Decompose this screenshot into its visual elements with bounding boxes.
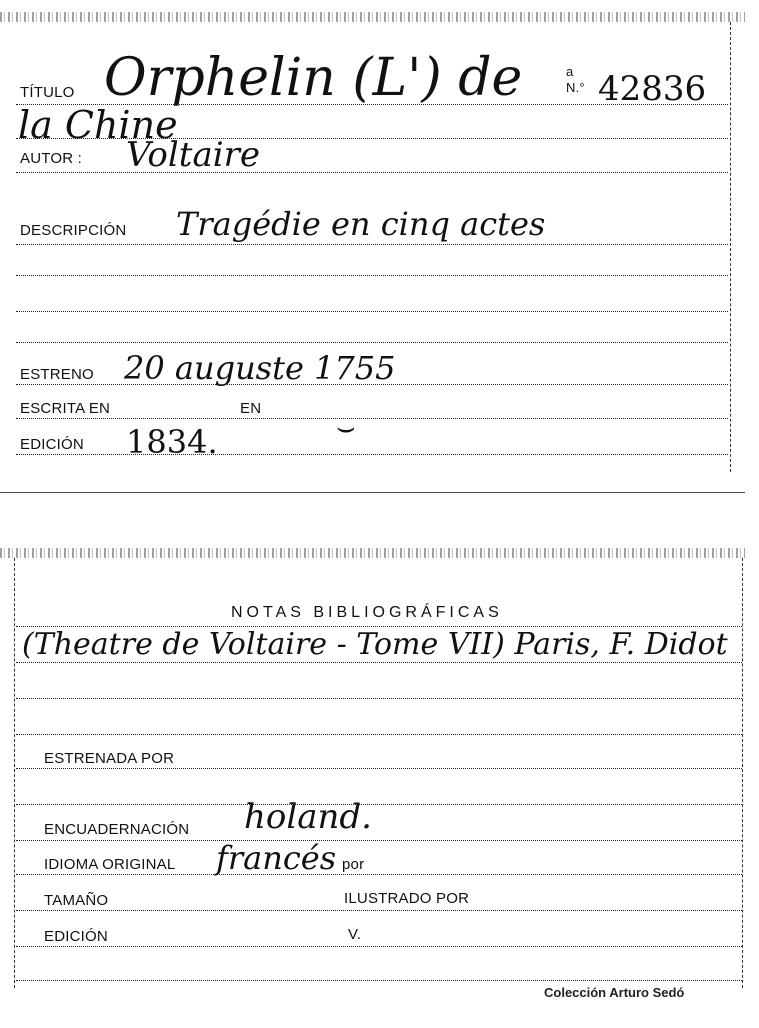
number-prefix: a N.° xyxy=(566,64,585,95)
rule-line xyxy=(16,384,728,385)
rule-line xyxy=(16,454,728,455)
rule-line xyxy=(16,980,742,981)
edicion-label: EDICIÓN xyxy=(20,436,84,453)
estrenada-por-label: ESTRENADA POR xyxy=(44,750,175,767)
descripcion-value: Tragédie en cinq actes xyxy=(176,205,546,243)
rule-line xyxy=(16,910,742,911)
encuadernacion-label: ENCUADERNACIÓN xyxy=(44,821,190,838)
rule-line xyxy=(16,946,742,947)
record-number: 42836 xyxy=(598,69,707,109)
rule-line xyxy=(16,804,742,805)
edicion-value: 1834. xyxy=(126,423,218,461)
v-label: V. xyxy=(348,926,362,943)
titulo-value-continued: la Chine xyxy=(18,103,178,147)
card-left-edge xyxy=(14,558,15,988)
card-right-edge xyxy=(742,558,743,988)
rule-line xyxy=(16,840,742,841)
rule-line xyxy=(16,662,742,663)
estreno-value: 20 auguste 1755 xyxy=(124,349,396,387)
notas-heading: NOTAS BIBLIOGRÁFICAS xyxy=(231,604,503,621)
idioma-original-value: francés xyxy=(216,839,337,877)
rule-line xyxy=(16,138,728,139)
rule-line xyxy=(16,698,742,699)
rule-line xyxy=(16,342,728,343)
card-torn-edge xyxy=(0,548,745,558)
escrita-en-label: ESCRITA EN xyxy=(20,400,111,417)
card-right-edge xyxy=(730,22,731,472)
titulo-value: Orphelin (L') de xyxy=(104,48,523,108)
rule-line xyxy=(16,734,742,735)
rule-line xyxy=(16,768,742,769)
descripcion-label: DESCRIPCIÓN xyxy=(20,222,127,239)
catalog-card-front xyxy=(0,12,745,474)
encuadernacion-value: holand. xyxy=(244,797,372,837)
rule-line xyxy=(16,311,728,312)
rule-line xyxy=(16,874,742,875)
titulo-label: TÍTULO xyxy=(20,84,75,101)
collection-credit: Colección Arturo Sedó xyxy=(544,985,685,1000)
rule-line xyxy=(16,418,728,419)
tamano-label: TAMAÑO xyxy=(44,892,109,909)
rule-line xyxy=(16,275,728,276)
idioma-original-label: IDIOMA ORIGINAL xyxy=(44,856,176,873)
edicion-back-label: EDICIÓN xyxy=(44,928,108,945)
card-torn-edge xyxy=(0,12,745,22)
ilustrado-por-label: ILUSTRADO POR xyxy=(344,890,470,907)
rule-line xyxy=(16,244,728,245)
en-label: EN xyxy=(240,400,262,417)
por-label: por xyxy=(342,856,365,873)
autor-value: Voltaire xyxy=(126,135,260,175)
estreno-label: ESTRENO xyxy=(20,366,94,383)
stamp-mark: ⌣ xyxy=(336,410,356,445)
notas-value: (Theatre de Voltaire - Tome VII) Paris, F. Didot xyxy=(22,627,728,662)
rule-line xyxy=(16,172,728,173)
card-divider xyxy=(0,492,745,493)
autor-label: AUTOR : xyxy=(20,150,82,167)
